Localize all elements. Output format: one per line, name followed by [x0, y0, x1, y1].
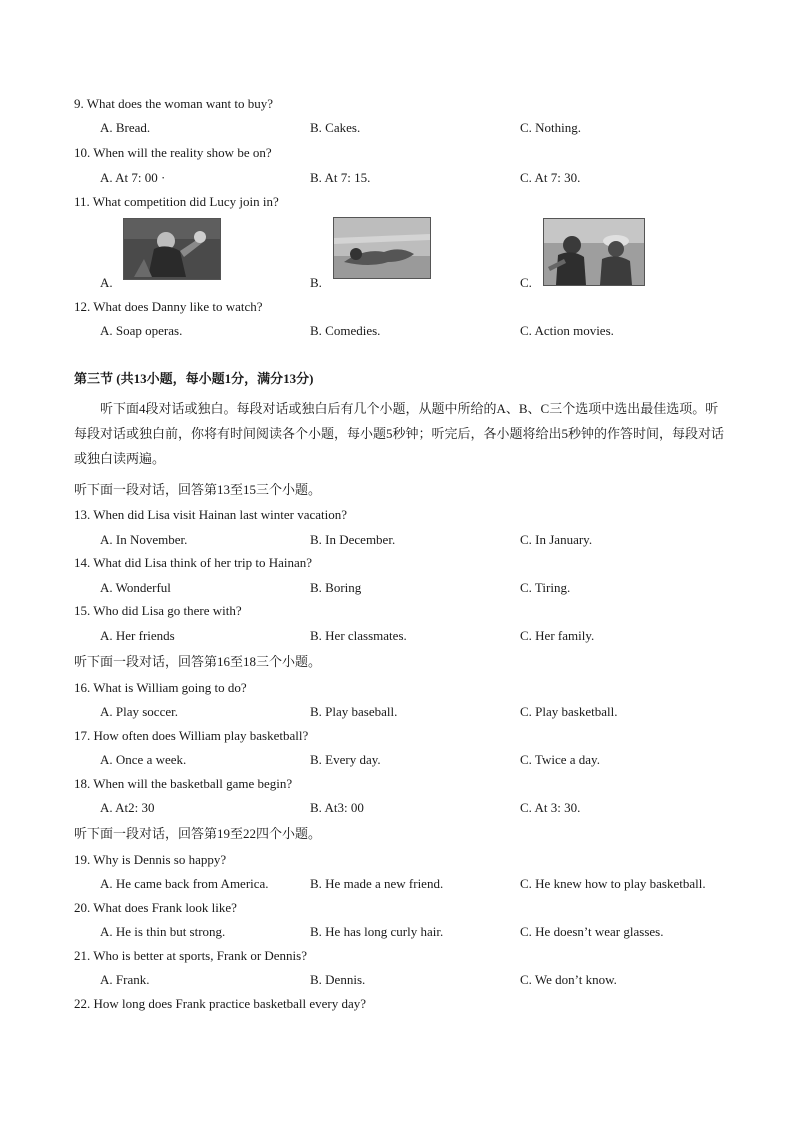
option-19b: B. He made a new friend.	[310, 876, 444, 891]
option-14c: C. Tiring.	[520, 580, 571, 595]
option-14b: B. Boring	[310, 580, 362, 595]
question-17: 17. How often does William play basketball?	[74, 728, 309, 743]
group-2-heading: 听下面一段对话，回答第16至18三个小题。	[74, 654, 322, 669]
group-3-heading: 听下面一段对话，回答第19至22四个小题。	[74, 826, 322, 841]
option-21c: C. We don’t know.	[520, 972, 617, 987]
option-11b: B.	[310, 275, 322, 290]
option-10c: C. At 7: 30.	[520, 170, 581, 185]
option-18c: C. At 3: 30.	[520, 800, 581, 815]
option-14a: A. Wonderful	[100, 580, 171, 595]
option-11c: C.	[520, 275, 532, 290]
option-12a: A. Soap operas.	[100, 323, 183, 338]
question-12: 12. What does Danny like to watch?	[74, 299, 263, 314]
option-12b: B. Comedies.	[310, 323, 381, 338]
question-16: 16. What is William going to do?	[74, 680, 247, 695]
option-16b: B. Play baseball.	[310, 704, 398, 719]
option-9a: A. Bread.	[100, 120, 151, 135]
picture-option-a	[123, 218, 221, 280]
option-10a: A. At 7: 00 ·	[100, 170, 166, 185]
option-16a: A. Play soccer.	[100, 704, 178, 719]
question-13: 13. When did Lisa visit Hainan last winter vacation?	[74, 507, 348, 522]
instruction-text: 听下面4段对话或独白。每段对话或独白后有几个小题，从题中所给的A、B、C三个选项中选出最佳选项。听每段对话或独白前，你将有时间阅读各个小题，每小题5秒钟；听完后，各小题将给出5秒钟的作答时间，每段对话或独白读两遍。	[74, 401, 725, 466]
option-16c: C. Play basketball.	[520, 704, 618, 719]
option-21a: A. Frank.	[100, 972, 150, 987]
question-19: 19. Why is Dennis so happy?	[74, 852, 227, 867]
group-1-heading: 听下面一段对话，回答第13至15三个小题。	[74, 482, 322, 497]
section-3-title: 第三节 (共13小题，每小题1分，满分13分)	[74, 371, 314, 386]
option-15c: C. Her family.	[520, 628, 595, 643]
option-9c: C. Nothing.	[520, 120, 582, 135]
picture-option-c	[543, 218, 645, 286]
picture-option-b	[333, 217, 431, 279]
option-17b: B. Every day.	[310, 752, 381, 767]
option-19a: A. He came back from America.	[100, 876, 269, 891]
option-9b: B. Cakes.	[310, 120, 361, 135]
option-13b: B. In December.	[310, 532, 396, 547]
option-15b: B. Her classmates.	[310, 628, 407, 643]
question-14: 14. What did Lisa think of her trip to Hainan?	[74, 555, 313, 570]
option-13a: A. In November.	[100, 532, 188, 547]
option-20b: B. He has long curly hair.	[310, 924, 444, 939]
option-15a: A. Her friends	[100, 628, 175, 643]
option-20a: A. He is thin but strong.	[100, 924, 226, 939]
option-19c: C. He knew how to play basketball.	[520, 876, 706, 891]
question-11: 11. What competition did Lucy join in?	[74, 194, 279, 209]
question-21: 21. Who is better at sports, Frank or Dennis?	[74, 948, 307, 963]
option-17c: C. Twice a day.	[520, 752, 600, 767]
question-18: 18. When will the basketball game begin?	[74, 776, 293, 791]
option-13c: C. In January.	[520, 532, 593, 547]
section-3-instruction	[74, 396, 724, 471]
option-11a: A.	[100, 275, 113, 290]
question-10: 10. When will the reality show be on?	[74, 145, 272, 160]
question-15: 15. Who did Lisa go there with?	[74, 603, 242, 618]
question-22: 22. How long does Frank practice basketball every day?	[74, 996, 367, 1011]
option-18b: B. At3: 00	[310, 800, 364, 815]
question-20: 20. What does Frank look like?	[74, 900, 237, 915]
option-18a: A. At2: 30	[100, 800, 155, 815]
option-21b: B. Dennis.	[310, 972, 366, 987]
option-12c: C. Action movies.	[520, 323, 614, 338]
option-17a: A. Once a week.	[100, 752, 187, 767]
question-9: 9. What does the woman want to buy?	[74, 96, 274, 111]
option-20c: C. He doesn’t wear glasses.	[520, 924, 664, 939]
option-10b: B. At 7: 15.	[310, 170, 371, 185]
